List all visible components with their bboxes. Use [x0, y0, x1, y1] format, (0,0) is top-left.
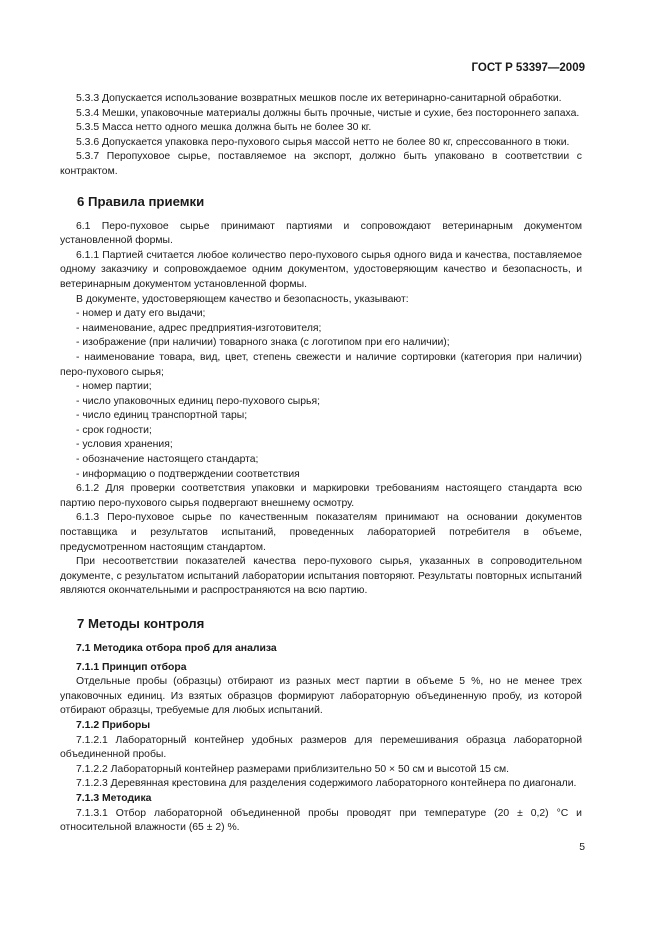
clause-7-1-2-3: 7.1.2.3 Деревянная крестовина для разделения содержимого лабораторного контейнера по диагонали. — [76, 778, 577, 790]
clause-7-1-3-1: 7.1.3.1 Отбор лабораторной объединенной пробы проводят при температуре (20 ± 0,2) °C и относительной влажности (65 ± 2) %. — [60, 807, 582, 834]
list-item: - число упаковочных единиц перо-пухового сырья; — [76, 395, 320, 407]
clause-5-3-6: 5.3.6 Допускается упаковка перо-пухового сырья массой нетто не более 80 кг, спрессованного в тюки. — [76, 136, 570, 148]
subsection-7-1-3-heading: 7.1.3 Методика — [76, 792, 152, 804]
subsection-7-1-heading: 7.1 Методика отбора проб для анализа — [76, 643, 277, 654]
clause-5-3-7: 5.3.7 Перопуховое сырье, поставляемое на экспорт, должно быть упаковано в соответствии с контрактом. — [60, 151, 582, 177]
section-6-heading: 6 Правила приемки — [77, 193, 205, 209]
clause-7-1-2-1: 7.1.2.1 Лабораторный контейнер удобных размеров для перемешивания образца лабораторной объединенной пробы. — [60, 734, 582, 761]
subsection-7-1-1-heading: 7.1.1 Принцип отбора — [76, 661, 187, 673]
list-item: - номер и дату его выдачи; — [76, 308, 206, 320]
list-item: - наименование, адрес предприятия-изготовителя; — [76, 322, 322, 334]
list-item: - изображение (при наличии) товарного знака (с логотипом при его наличии); — [76, 337, 450, 349]
clause-5-3-4: 5.3.4 Мешки, упаковочные материалы должны быть прочные, чистые и сухие, без постороннего запаха. — [76, 107, 580, 119]
list-item: - условия хранения; — [76, 439, 173, 451]
nonconformity-paragraph: При несоответствии показателей качества перо-пухового сырья, указанных в сопроводительном документе, с результатом испытаний лаборатории испытания повторяют. Результаты повторных испытаний являются окончательными и распространяются на всю партию. — [60, 556, 582, 597]
document-contents-intro: В документе, удостоверяющем качество и безопасность, указывают: — [76, 293, 409, 305]
list-item: - обозначение настоящего стандарта; — [76, 454, 259, 466]
clause-6-1-2: 6.1.2 Для проверки соответствия упаковки и маркировки требованиям настоящего стандарта всю партию перо-пухового сырья подвергают внешнему осмотру. — [60, 483, 582, 509]
sampling-principle-paragraph: Отдельные пробы (образцы) отбирают из разных мест партии в объеме 5 %, но не менее трех упаковочных единиц. Из взятых образцов формируют лабораторную объединенную пробу, из которой отбирают образцы, требуемые для любых испытаний. — [60, 676, 582, 717]
list-item: - информацию о подтверждении соответствия — [76, 468, 300, 480]
clause-6-1-3: 6.1.3 Перо-пуховое сырье по качественным показателям принимают на основании документов поставщика и результатов испытаний, проведенных лабораторией потребителя в объеме, предусмотренном настоящим стандартом. — [60, 512, 582, 553]
list-item: - срок годности; — [76, 424, 152, 436]
section-7-heading: 7 Методы контроля — [77, 616, 205, 631]
document-body — [60, 92, 582, 836]
clause-5-3-5: 5.3.5 Масса нетто одного мешка должна быть не более 30 кг. — [76, 122, 372, 134]
clause-6-1-1: 6.1.1 Партией считается любое количество перо-пухового сырья одного вида и качества, поставляемое одному заказчику и сопровождаемое одним документом, удостоверяющим качество и безопасность, и ветеринарным документом установленной формы. — [60, 249, 582, 290]
list-item: - наименование товара, вид, цвет, степень свежести и наличие сортировки (категория при наличии) перо-пухового сырья; — [60, 351, 582, 378]
list-item: - число единиц транспортной тары; — [76, 410, 248, 422]
clause-5-3-3: 5.3.3 Допускается использование возвратных мешков после их ветеринарно-санитарной обработки. — [76, 93, 562, 104]
subsection-7-1-2-heading: 7.1.2 Приборы — [76, 719, 151, 731]
clause-7-1-2-2: 7.1.2.2 Лабораторный контейнер размерами приблизительно 50 × 50 см и высотой 15 см. — [76, 763, 510, 775]
clause-6-1: 6.1 Перо-пуховое сырье принимают партиями и сопровождают ветеринарным документом установленной формы. — [60, 220, 582, 247]
document-code: ГОСТ Р 53397—2009 — [471, 62, 585, 74]
list-item: - номер партии; — [76, 381, 152, 393]
page-number: 5 — [579, 842, 585, 853]
